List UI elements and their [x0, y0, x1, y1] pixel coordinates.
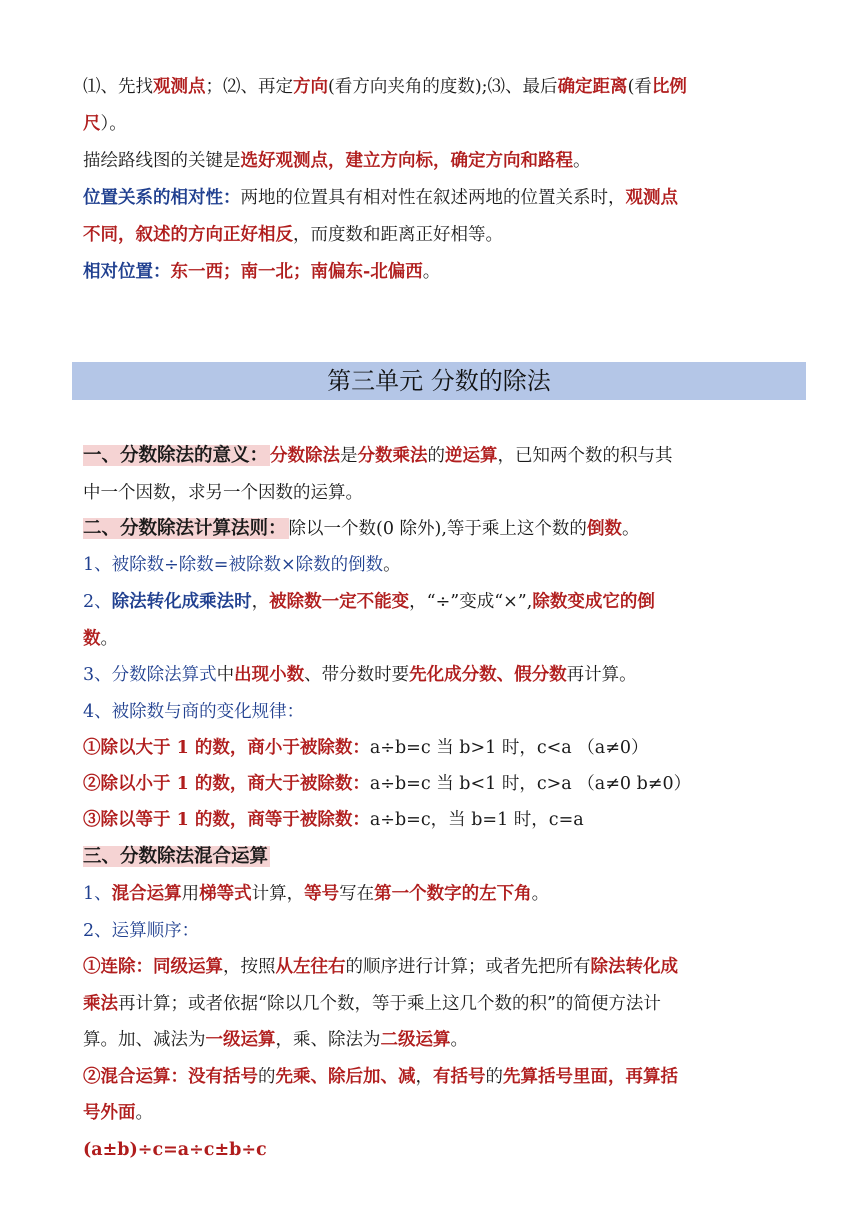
unit-title-banner — [72, 362, 806, 400]
meaning-line: 一、分数除法的意义： 分数除法是分数乘法的逆运算，已知两个数的积与其 — [83, 445, 673, 466]
rule-item-1: 1、被除数÷除数=被除数×除数的倒数。 — [83, 555, 401, 575]
rule-item-2-cont: 数。 — [83, 629, 118, 649]
section-heading: 一、分数除法的意义： — [83, 445, 269, 466]
relativity-line: 位置关系的相对性：两地的位置具有相对性在叙述两地的位置关系时，观测点 — [83, 188, 678, 208]
mixed-item-2: 2、运算顺序： — [83, 921, 200, 941]
section-heading: 三、分数除法混合运算 — [83, 846, 269, 867]
observe-steps-line: ⑴、先找观测点；⑵、再定方向(看方向夹角的度数);⑶、最后确定距离(看比例 — [83, 77, 687, 97]
distributive-formula: (a±b)÷c=a÷c±b÷c — [83, 1140, 267, 1160]
change-rule-2: ②除以小于 1 的数，商大于被除数：a÷b=c 当 b<1 时，c>a （a≠0 b≠0） — [83, 774, 692, 794]
change-rule-1: ①除以大于 1 的数，商小于被除数：a÷b=c 当 b>1 时，c<a （a≠0） — [83, 738, 649, 758]
mixed-order-line-2: 号外面。 — [83, 1103, 153, 1123]
rule-item-3: 3、分数除法算式中出现小数、带分数时要先化成分数、假分数再计算。 — [83, 665, 637, 685]
continuous-division-line-3: 算。加、减法为一级运算，乘、除法为二级运算。 — [83, 1030, 468, 1050]
relativity-line-2: 不同，叙述的方向正好相反，而度数和距离正好相等。 — [83, 225, 503, 245]
rule-line: 二、分数除法计算法则： 除以一个数(0 除外),等于乘上这个数的倒数。 — [83, 518, 640, 539]
route-key-line: 描绘路线图的关键是选好观测点，建立方向标，确定方向和路程。 — [83, 151, 591, 171]
mixed-order-line: ②混合运算：没有括号的先乘、除后加、减，有括号的先算括号里面，再算括 — [83, 1067, 678, 1087]
rule-item-2: 2、除法转化成乘法时，被除数一定不能变，“÷”变成“×”,除数变成它的倒 — [83, 592, 655, 612]
section-heading: 二、分数除法计算法则： — [83, 518, 287, 539]
unit-title: 第三单元 分数的除法 — [327, 367, 551, 395]
continuous-division-line: ①连除：同级运算，按照从左往右的顺序进行计算；或者先把所有除法转化成 — [83, 957, 678, 977]
relative-position-line: 相对位置：东一西；南一北；南偏东-北偏西。 — [83, 262, 441, 282]
change-rule-3: ③除以等于 1 的数，商等于被除数：a÷b=c，当 b=1 时，c=a — [83, 810, 584, 830]
mixed-item-1: 1、混合运算用梯等式计算，等号写在第一个数字的左下角。 — [83, 884, 550, 904]
meaning-line-2: 中一个因数，求另一个因数的运算。 — [83, 483, 363, 503]
mixed-ops-heading-line — [83, 845, 270, 869]
continuous-division-line-2: 乘法再计算；或者依据“除以几个数，等于乘上这几个数的积”的简便方法计 — [83, 994, 661, 1014]
observe-steps-line-2: 尺）。 — [83, 114, 127, 134]
rule-item-4: 4、被除数与商的变化规律： — [83, 702, 305, 722]
